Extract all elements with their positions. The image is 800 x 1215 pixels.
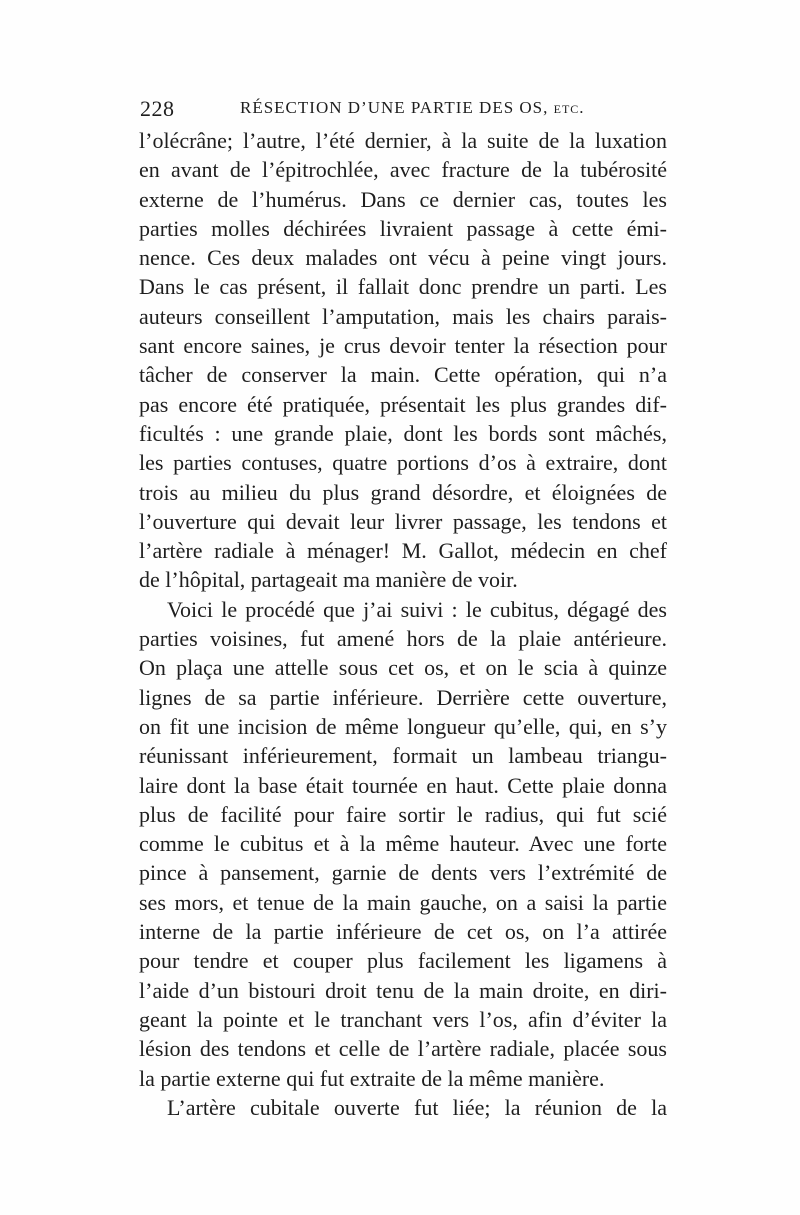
text-line: comme le cubitus et à la même hauteur. Avec une forte <box>139 831 667 857</box>
text-line: lésion des tendons et celle de l’artère radiale, placée sous <box>139 1036 667 1062</box>
text-line: ficultés : une grande plaie, dont les bords sont mâchés, <box>139 420 667 446</box>
text-line: Dans le cas présent, il fallait donc prendre un parti. Les <box>139 274 667 300</box>
text-line: l’ouverture qui devait leur livrer passage, les tendons et <box>139 508 667 534</box>
text-line: parties molles déchirées livraient passage à cette émi- <box>139 215 667 241</box>
text-line: laire dont la base était tournée en haut. Cette plaie donna <box>139 772 667 798</box>
text-line: trois au milieu du plus grand désordre, et éloignées de <box>139 479 667 505</box>
text-line: la partie externe qui fut extraite de la même manière. <box>139 1065 605 1091</box>
text-line-paragraph-start: Voici le procédé que j’ai suivi : le cubitus, dégagé des <box>167 596 667 622</box>
text-line: pas encore été pratiquée, présentait les plus grandes dif- <box>139 391 667 417</box>
text-line: nence. Ces deux malades ont vécu à peine vingt jours. <box>139 245 667 271</box>
text-line: pince à pansement, garnie de dents vers l’extrémité de <box>139 860 667 886</box>
text-line: on fit une incision de même longueur qu’elle, qui, en s’y <box>139 713 667 739</box>
text-line: l’artère radiale à ménager! M. Gallot, médecin en chef <box>139 538 667 564</box>
text-line: parties voisines, fut amené hors de la plaie antérieure. <box>139 626 667 652</box>
text-line: de l’hôpital, partageait ma manière de voir. <box>139 567 518 593</box>
page-number: 228 <box>140 96 175 121</box>
text-line: sant encore saines, je crus devoir tenter la résection pour <box>139 333 667 359</box>
text-line: interne de la partie inférieure de cet os, on l’a attirée <box>139 919 667 945</box>
text-line: ses mors, et tenue de la main gauche, on a saisi la partie <box>139 889 667 915</box>
text-line: réunissant inférieurement, formait un lambeau triangu- <box>139 743 667 769</box>
text-line: geant la pointe et le tranchant vers l’os, afin d’éviter la <box>139 1006 667 1032</box>
text-line: externe de l’humérus. Dans ce dernier cas, toutes les <box>139 186 667 212</box>
running-title: RÉSECTION D’UNE PARTIE DES OS, etc. <box>240 98 585 117</box>
text-line: l’olécrâne; l’autre, l’été dernier, à la suite de la luxation <box>139 128 667 153</box>
text-line: pour tendre et couper plus facilement les ligamens à <box>139 948 667 974</box>
text-line: auteurs conseillent l’amputation, mais les chairs parais- <box>139 303 667 329</box>
text-line: On plaça une attelle sous cet os, et on le scia à quinze <box>139 655 667 681</box>
text-line: en avant de l’épitrochlée, avec fracture de la tubérosité <box>139 157 667 183</box>
text-line: lignes de sa partie inférieure. Derrière cette ouverture, <box>139 684 667 710</box>
text-line: plus de facilité pour faire sortir le radius, qui fut scié <box>139 801 667 827</box>
body-text <box>139 126 667 1122</box>
text-line: tâcher de conserver la main. Cette opération, qui n’a <box>139 362 667 388</box>
page-header <box>140 96 668 126</box>
text-line: les parties contuses, quatre portions d’os à extraire, dont <box>139 450 667 476</box>
text-line: l’aide d’un bistouri droit tenu de la main droite, en diri- <box>139 977 667 1003</box>
text-line-paragraph-start: L’artère cubitale ouverte fut liée; la réunion de la <box>167 1094 667 1120</box>
